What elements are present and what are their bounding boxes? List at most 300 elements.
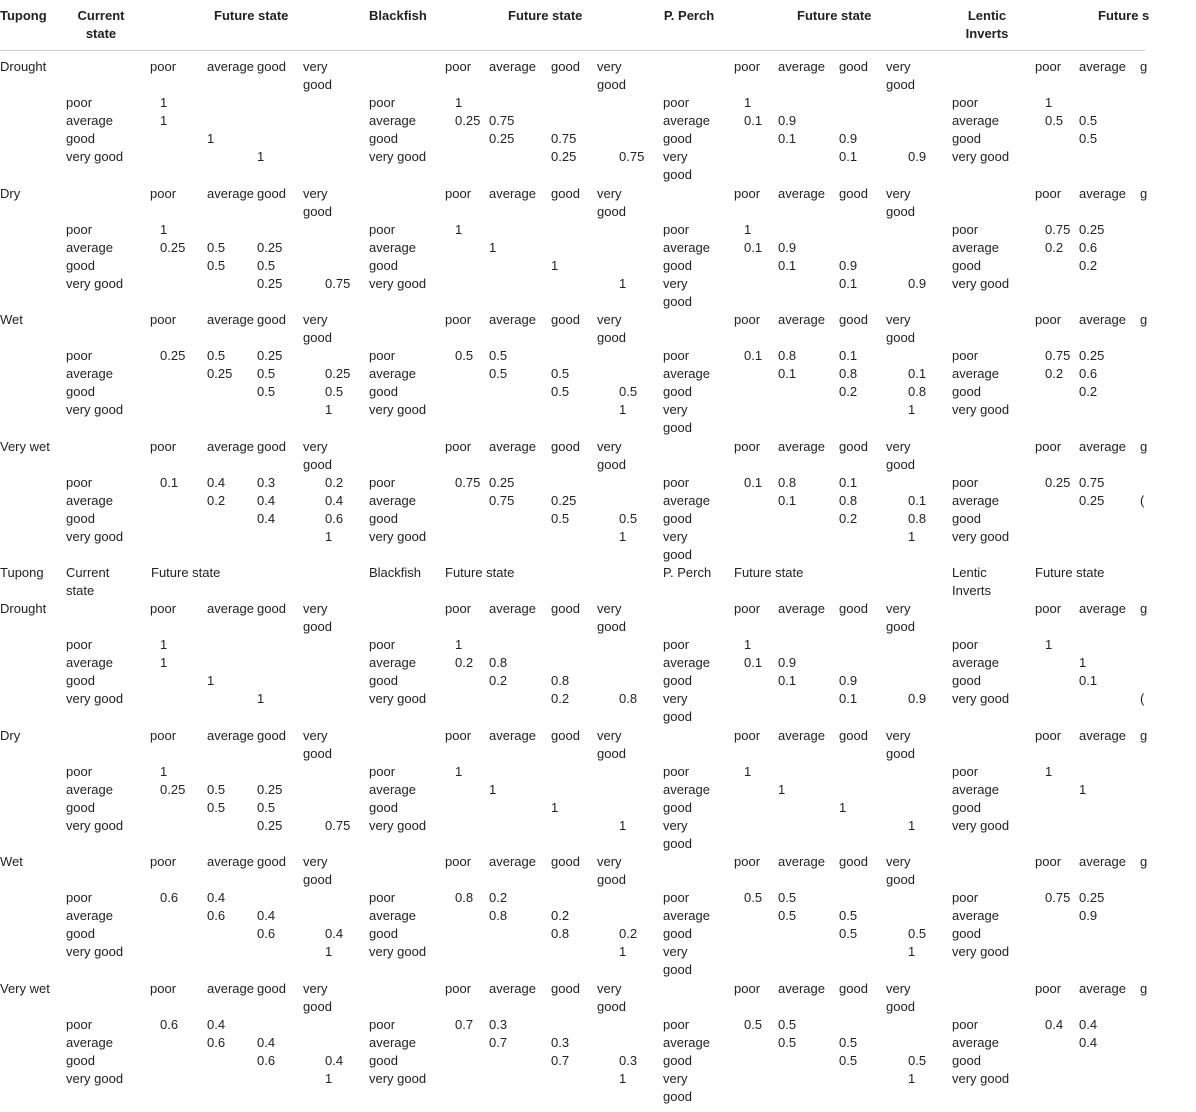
transition-probability: 0.2 [1045, 366, 1064, 381]
transition-probability: 1 [325, 528, 333, 544]
transition-probability: 0.4 [207, 1016, 226, 1032]
current-state-row-label: very good [952, 944, 1010, 959]
transition-probability: 0.9 [839, 257, 858, 273]
future-state-col-header: average [207, 727, 254, 743]
current-state-row-label: good [952, 131, 981, 146]
transition-probability: 0.6 [1079, 366, 1098, 381]
transition-probability: 0.7 [489, 1034, 508, 1050]
transition-probability: 0.2 [489, 890, 508, 905]
transition-probability: 1 [160, 113, 168, 128]
header-future-state: Future state [214, 8, 289, 23]
current-state-row-label: very good [369, 1070, 427, 1086]
transition-probability: 0.1 [160, 474, 179, 490]
future-state-col-header: very good [886, 438, 915, 472]
transition-probability: 0.5 [619, 384, 638, 399]
current-state-row-label: average [663, 113, 710, 128]
future-state-col-header: average [489, 438, 536, 454]
current-state-row-label: good [663, 510, 692, 526]
transition-probability: 0.1 [744, 113, 763, 128]
future-state-col-header: poor [150, 727, 177, 743]
future-state-col-header: average [489, 854, 536, 869]
future-state-col-header: poor [150, 312, 177, 327]
transition-probability: 0.1 [778, 257, 797, 273]
future-state-col-header: average [778, 438, 825, 454]
transition-probability: 1 [551, 257, 559, 273]
current-state-row-label: poor [952, 221, 979, 237]
current-state-row-label: very good [663, 1070, 692, 1104]
repeat-header-label: Blackfish [369, 565, 422, 580]
header-p-perch: P. Perch [663, 8, 715, 23]
current-state-row-label: average [369, 239, 416, 255]
future-state-col-header: good [257, 854, 286, 869]
future-state-col-header: poor [1035, 185, 1062, 201]
current-state-row-label: good [952, 673, 981, 688]
future-state-col-header: very good [886, 59, 915, 92]
transition-probability: 0.5 [207, 348, 226, 363]
current-state-row-label: poor [663, 348, 690, 363]
transition-probability: 0.8 [551, 926, 570, 941]
future-state-col-header: very good [303, 438, 332, 472]
transition-probability: 1 [619, 402, 627, 417]
future-state-col-header: good [257, 312, 286, 327]
repeat-header-label: Future state [445, 565, 515, 580]
transition-probability: 1 [325, 944, 333, 959]
transition-probability: 0.4 [325, 1052, 344, 1068]
current-state-row-label: very good [663, 691, 692, 724]
current-state-row-label: very good [663, 944, 692, 977]
repeat-header-label: Current state [66, 565, 110, 598]
transition-probability: 1 [551, 799, 559, 815]
transition-probability: 0.25 [160, 348, 186, 363]
future-state-col-header: average [778, 727, 825, 743]
future-state-col-header: very good [597, 312, 626, 345]
future-state-col-header: average [778, 185, 825, 201]
current-state-row-label: very good [369, 402, 427, 417]
current-state-row-label: average [952, 492, 999, 508]
future-state-col-header: poor [734, 59, 761, 74]
current-state-row-label: poor [369, 474, 396, 490]
transition-probability: 0.5 [908, 1052, 927, 1068]
transition-probability: 0.2 [619, 926, 638, 941]
current-state-row-label: good [66, 257, 95, 273]
transition-probability: 0.75 [619, 149, 645, 164]
transition-probability: 0.25 [551, 149, 577, 164]
transition-probability: 1 [1079, 781, 1087, 797]
transition-probability: 0.5 [744, 1016, 763, 1032]
transition-probability: 0.5 [257, 384, 276, 399]
current-state-row-label: very good [663, 149, 692, 182]
transition-probability: 0.4 [257, 492, 276, 508]
future-state-col-header: g [1140, 59, 1148, 74]
transition-probability: 1 [839, 799, 847, 815]
future-state-col-header: poor [1035, 59, 1062, 74]
current-state-row-label: very good [66, 691, 124, 706]
current-state-row-label: average [369, 908, 416, 923]
transition-probability: 0.7 [455, 1016, 474, 1032]
current-state-row-label: very good [952, 402, 1010, 417]
transition-probability: 1 [908, 817, 916, 833]
current-state-row-label: poor [369, 637, 396, 652]
transition-probability: 1 [1045, 95, 1053, 110]
transition-probability: 0.9 [908, 149, 927, 164]
transition-probability: 0.5 [257, 366, 276, 381]
future-state-col-header: average [207, 438, 254, 454]
future-state-col-header: average [489, 185, 536, 201]
future-state-col-header: average [207, 312, 254, 327]
current-state-row-label: poor [952, 95, 979, 110]
future-state-col-header: poor [150, 601, 177, 616]
transition-probability: 0.75 [1045, 221, 1071, 237]
transition-probability: 0.1 [744, 348, 763, 363]
transition-probability: 0.4 [207, 474, 226, 490]
condition-label: Wet [0, 312, 23, 327]
current-state-row-label: good [952, 510, 981, 526]
current-state-row-label: very good [952, 691, 1010, 706]
transition-probability: 0.3 [619, 1052, 638, 1068]
transition-probability: 1 [908, 1070, 916, 1086]
current-state-row-label: poor [952, 890, 979, 905]
future-state-col-header: poor [734, 312, 761, 327]
current-state-row-label: poor [663, 890, 690, 905]
current-state-row-label: good [66, 1052, 95, 1068]
current-state-row-label: poor [952, 1016, 979, 1032]
transition-probability: 0.5 [551, 384, 570, 399]
transition-probability: 0.25 [455, 113, 481, 128]
transition-probability: 1 [744, 95, 752, 110]
transition-probability: 1 [160, 221, 168, 237]
future-state-col-header: average [1079, 185, 1126, 201]
current-state-row-label: good [66, 131, 95, 146]
future-state-col-header: average [207, 59, 254, 74]
future-state-col-header: very good [303, 601, 332, 634]
repeat-header-label: Future state [734, 565, 804, 580]
transition-probability: 0.1 [908, 366, 927, 381]
current-state-row-label: average [369, 366, 416, 381]
current-state-row-label: good [66, 799, 95, 815]
future-state-col-header: average [778, 601, 825, 616]
transition-probability: 1 [489, 781, 497, 797]
current-state-row-label: average [66, 366, 113, 381]
current-state-row-label: good [66, 673, 95, 688]
transition-probability: 0.1 [778, 366, 797, 381]
current-state-row-label: average [952, 655, 999, 670]
transition-probability: 0.4 [1079, 1034, 1098, 1050]
future-state-col-header: poor [734, 438, 761, 454]
future-state-col-header: average [207, 980, 254, 996]
future-state-col-header: average [1079, 980, 1126, 996]
future-state-col-header: g [1140, 438, 1148, 454]
future-state-col-header: good [551, 601, 580, 616]
current-state-row-label: very good [663, 528, 692, 562]
future-state-col-header: average [778, 312, 825, 327]
future-state-col-header: g [1140, 312, 1148, 327]
transition-probability: 0.9 [778, 655, 797, 670]
future-state-col-header: average [489, 601, 536, 616]
future-state-col-header: poor [734, 185, 761, 201]
transition-probability: 0.5 [257, 257, 276, 273]
future-state-col-header: g [1140, 727, 1148, 743]
transition-probability: 0.75 [1079, 474, 1105, 490]
current-state-row-label: average [369, 492, 416, 508]
future-state-col-header: average [1079, 438, 1126, 454]
current-state-row-label: poor [663, 637, 690, 652]
future-state-col-header: good [257, 727, 286, 743]
current-state-row-label: good [663, 384, 692, 399]
transition-probability: 0.5 [551, 366, 570, 381]
transition-probability: 0.5 [1079, 131, 1098, 146]
transition-probability: 1 [257, 691, 265, 706]
future-state-col-header: poor [445, 601, 472, 616]
transition-probability: 0.1 [744, 239, 763, 255]
future-state-col-header: average [207, 601, 254, 616]
future-state-col-header: good [551, 312, 580, 327]
transition-probability: 0.5 [551, 510, 570, 526]
future-state-col-header: average [489, 59, 536, 74]
future-state-col-header: average [778, 854, 825, 869]
transition-probability: 0.5 [207, 257, 226, 273]
current-state-row-label: poor [369, 1016, 396, 1032]
current-state-row-label: very good [66, 944, 124, 959]
current-state-row-label: average [952, 366, 999, 381]
current-state-row-label: poor [952, 763, 979, 779]
future-state-col-header: average [1079, 312, 1126, 327]
current-state-row-label: very good [369, 528, 427, 544]
current-state-row-label: poor [66, 890, 93, 905]
current-state-row-label: very good [952, 275, 1010, 291]
transition-probability: 0.1 [839, 149, 858, 164]
current-state-row-label: very good [66, 275, 124, 291]
future-state-col-header: poor [1035, 312, 1062, 327]
future-state-col-header: average [489, 727, 536, 743]
transition-probability: 0.2 [1045, 239, 1064, 255]
transition-probability: 0.5 [455, 348, 474, 363]
future-state-col-header: good [839, 185, 868, 201]
current-state-row-label: average [663, 492, 710, 508]
future-state-col-header: very good [597, 601, 626, 634]
transition-probability: 0.8 [908, 510, 927, 526]
transition-probability: 0.9 [778, 113, 797, 128]
current-state-row-label: poor [369, 95, 396, 110]
transition-probability: 0.25 [1079, 348, 1105, 363]
transition-probability: 0.5 [207, 239, 226, 255]
future-state-col-header: poor [150, 438, 177, 454]
future-state-col-header: poor [150, 185, 177, 201]
current-state-row-label: good [663, 257, 692, 273]
transition-probability: 1 [325, 1070, 333, 1086]
transition-probability: 0.5 [1045, 113, 1064, 128]
transition-probability: 0.6 [160, 890, 179, 905]
transition-probability: 0.4 [1045, 1016, 1064, 1032]
transition-probability: 1 [489, 239, 497, 255]
current-state-row-label: very good [663, 402, 692, 435]
current-state-row-label: average [369, 781, 416, 797]
current-state-row-label: very good [66, 528, 124, 544]
transition-probability: 1 [744, 637, 752, 652]
transition-probability: 0.8 [551, 673, 570, 688]
transition-probability: 0.75 [455, 474, 481, 490]
transition-probability: 1 [207, 673, 215, 688]
transition-probability: 0.5 [489, 348, 508, 363]
transition-probability: 1 [455, 221, 463, 237]
current-state-row-label: average [369, 655, 416, 670]
future-state-col-header: very good [597, 980, 626, 1014]
repeat-header-label: Lentic Inverts [952, 565, 992, 598]
current-state-row-label: average [952, 908, 999, 923]
header-tupong: Tupong [0, 8, 47, 23]
future-state-col-header: good [257, 59, 286, 74]
future-state-col-header: good [839, 59, 868, 74]
transition-probability: 0.25 [1079, 221, 1105, 237]
future-state-col-header: poor [445, 185, 472, 201]
header-lentic-inverts: Lentic Inverts [965, 8, 1009, 41]
future-state-col-header: good [551, 185, 580, 201]
transition-probability: 0.25 [257, 239, 283, 255]
transition-probability: 0.1 [839, 348, 858, 363]
transition-probability: 0.9 [908, 275, 927, 291]
header-future-state: Future state [797, 8, 872, 23]
transition-probability: 0.5 [489, 366, 508, 381]
transition-probability: 0.8 [778, 348, 797, 363]
future-state-col-header: good [551, 438, 580, 454]
future-state-col-header: very good [303, 727, 332, 761]
future-state-col-header: poor [445, 980, 472, 996]
future-state-col-header: good [257, 601, 286, 616]
transition-probability: 0.1 [744, 474, 763, 490]
transition-probability: 0.75 [489, 492, 515, 508]
future-state-col-header: poor [445, 854, 472, 869]
current-state-row-label: average [952, 239, 999, 255]
transition-probability: 0.4 [257, 1034, 276, 1050]
transition-probability: 1 [908, 944, 916, 959]
transition-probability: 0.1 [908, 492, 927, 508]
transition-probability: 0.25 [257, 275, 283, 291]
transition-probability: 0.6 [257, 926, 276, 941]
transition-probability: 0.25 [160, 781, 186, 797]
transition-probability: 0.2 [207, 492, 226, 508]
future-state-col-header: average [778, 59, 825, 74]
transition-probability: 0.2 [839, 510, 858, 526]
repeat-header-label: P. Perch [663, 565, 712, 580]
transition-probability: 0.5 [908, 926, 927, 941]
current-state-row-label: very good [66, 402, 124, 417]
transition-probability: 0.25 [551, 492, 577, 508]
current-state-row-label: average [66, 1034, 113, 1050]
header-divider [0, 50, 1145, 51]
current-state-row-label: good [952, 384, 981, 399]
future-state-col-header: good [839, 980, 868, 996]
future-state-col-header: good [551, 59, 580, 74]
future-state-col-header: very good [303, 980, 332, 1014]
transition-probability: 0.2 [551, 691, 570, 706]
transition-probability: 1 [908, 402, 916, 417]
transition-probability: 1 [325, 402, 333, 417]
current-state-row-label: poor [66, 348, 93, 363]
transition-probability: 1 [1045, 763, 1053, 779]
transition-probability: 1 [619, 817, 627, 833]
transition-probability: 1 [257, 149, 265, 164]
transition-probability: 0.25 [257, 817, 283, 833]
transition-probability: 0.8 [489, 908, 508, 923]
future-state-col-header: good [551, 727, 580, 743]
current-state-row-label: very good [952, 1070, 1010, 1086]
future-state-col-header: poor [734, 727, 761, 743]
current-state-row-label: poor [952, 348, 979, 363]
transition-probability: 0.9 [908, 691, 927, 706]
future-state-col-header: average [778, 980, 825, 996]
current-state-row-label: average [663, 366, 710, 381]
transition-probability: 0.4 [325, 492, 344, 508]
current-state-row-label: poor [66, 221, 93, 237]
transition-probability: 0.6 [207, 1034, 226, 1050]
transition-probability: 0.3 [489, 1016, 508, 1032]
current-state-row-label: good [66, 510, 95, 526]
transition-probability: 0.25 [489, 474, 515, 490]
current-state-row-label: average [66, 908, 113, 923]
transition-probability: 0.25 [1045, 474, 1071, 490]
transition-probability: 0.8 [455, 890, 474, 905]
condition-label: Very wet [0, 438, 50, 454]
repeat-header-label: Future state [1035, 565, 1105, 580]
current-state-row-label: average [663, 1034, 710, 1050]
transition-probability: 0.8 [489, 655, 508, 670]
transition-probability: 0.6 [257, 1052, 276, 1068]
current-state-row-label: poor [663, 1016, 690, 1032]
future-state-col-header: poor [445, 59, 472, 74]
future-state-col-header: poor [150, 980, 177, 996]
header-current-state: Current state [77, 8, 125, 41]
current-state-row-label: very good [66, 817, 124, 833]
current-state-row-label: average [952, 781, 999, 797]
transition-probability: 0.3 [257, 474, 276, 490]
transition-probability: 0.8 [839, 366, 858, 381]
future-state-col-header: very good [597, 59, 626, 92]
transition-probability: 1 [619, 944, 627, 959]
transition-probability: 1 [908, 528, 916, 544]
transition-probability: 1 [619, 275, 627, 291]
future-state-col-header: poor [445, 438, 472, 454]
future-state-col-header: poor [734, 854, 761, 869]
transition-probability: 0.4 [257, 908, 276, 923]
transition-probability: 0.1 [839, 275, 858, 291]
header-blackfish: Blackfish [369, 8, 427, 23]
current-state-row-label: good [369, 1052, 398, 1068]
transition-probability: 0.75 [325, 817, 351, 833]
future-state-col-header: poor [1035, 854, 1062, 869]
current-state-row-label: very good [952, 528, 1010, 544]
condition-label: Drought [0, 601, 47, 616]
transition-probability: 0.2 [551, 908, 570, 923]
current-state-row-label: poor [952, 474, 979, 490]
transition-probability: 0.5 [1079, 113, 1098, 128]
condition-label: Drought [0, 59, 47, 74]
current-state-row-label: good [369, 510, 398, 526]
future-state-col-header: good [839, 438, 868, 454]
transition-probability: 0.5 [839, 1052, 858, 1068]
future-state-col-header: good [839, 727, 868, 743]
current-state-row-label: good [663, 131, 692, 146]
transition-probability: 0.2 [839, 384, 858, 399]
future-state-col-header: very good [886, 312, 915, 345]
current-state-row-label: very good [369, 275, 427, 291]
transition-probability: 0.1 [744, 655, 763, 670]
current-state-row-label: poor [663, 474, 690, 490]
transition-probability: 1 [160, 637, 168, 652]
transition-probability: 0.1 [778, 131, 797, 146]
current-state-row-label: poor [369, 890, 396, 905]
transition-probability: 0.9 [1079, 908, 1098, 923]
transition-probability: ( [1140, 691, 1145, 706]
current-state-row-label: poor [66, 474, 93, 490]
